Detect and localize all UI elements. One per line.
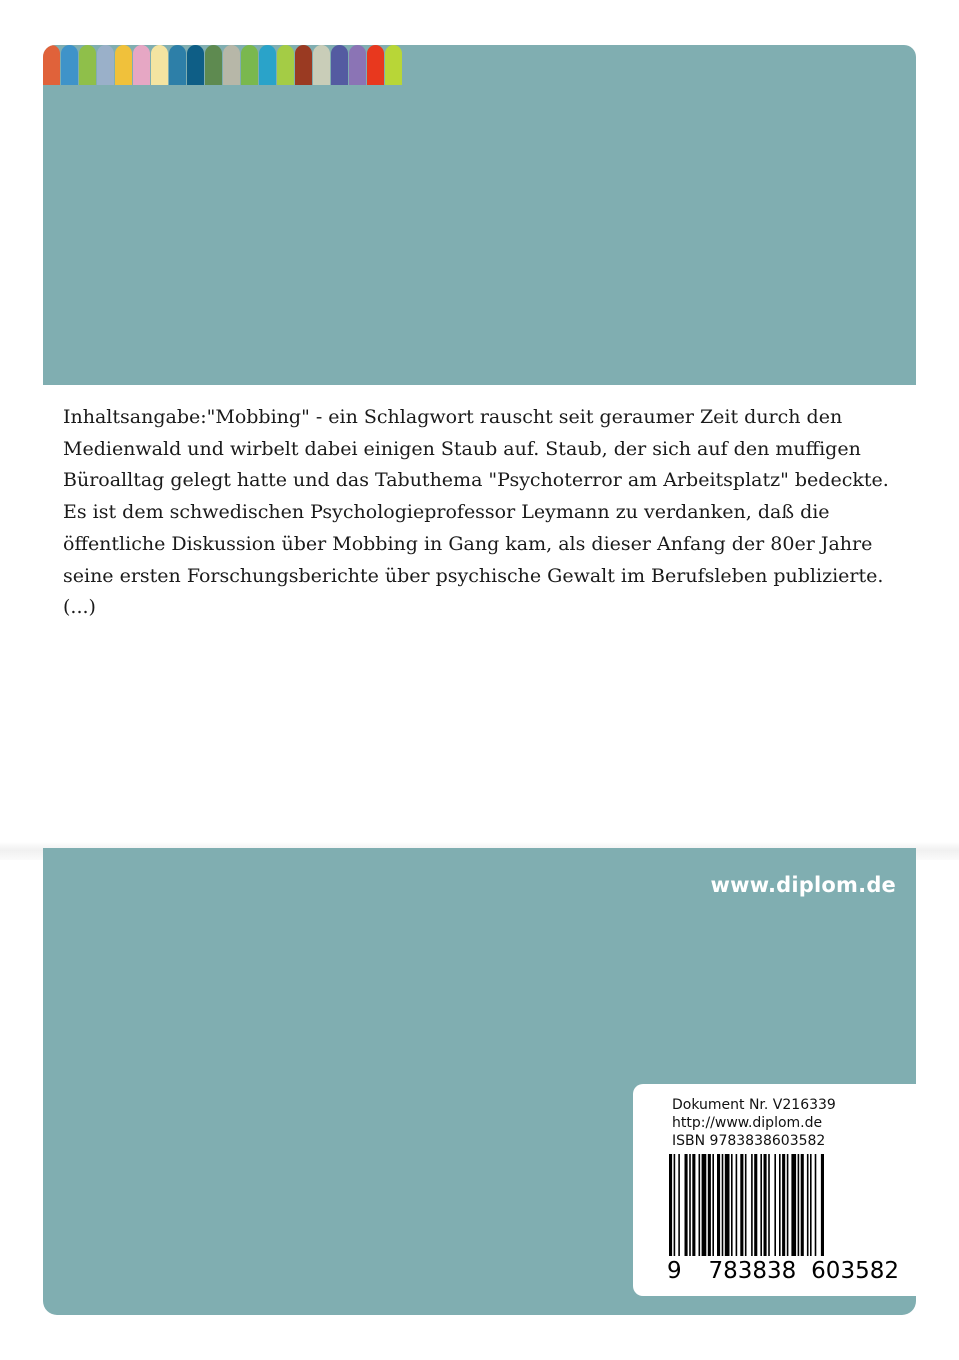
color-stripe xyxy=(79,45,96,85)
barcode-digit-group-1: 783838 xyxy=(708,1258,797,1284)
color-stripe xyxy=(223,45,240,85)
barcode-bar xyxy=(689,1154,691,1256)
barcode-bar xyxy=(731,1154,733,1256)
barcode-bar xyxy=(815,1154,817,1256)
color-stripe xyxy=(241,45,258,85)
barcode-bar xyxy=(821,1154,824,1256)
barcode-bar xyxy=(768,1154,770,1256)
back-cover-blurb xyxy=(63,402,903,624)
barcode-bar xyxy=(764,1154,767,1256)
color-stripe xyxy=(97,45,114,85)
barcode-bar xyxy=(807,1154,809,1256)
barcode-bar xyxy=(754,1154,757,1256)
barcode-bar xyxy=(801,1154,804,1256)
info-url[interactable]: http://www.diplom.de xyxy=(672,1115,823,1131)
document-number: Dokument Nr. V216339 xyxy=(672,1097,836,1113)
isbn-text: ISBN 9783838603582 xyxy=(672,1133,826,1149)
color-stripe xyxy=(151,45,168,85)
barcode-bar xyxy=(736,1154,738,1256)
color-stripe xyxy=(385,45,402,85)
blurb-text: Inhaltsangabe:"Mobbing" - ein Schlagwort rauscht seit geraumer Zeit durch den Medienwald und wirbelt dabei einigen Staub auf. Staub, der sich auf den muffigen Büroalltag gelegt hatte und das Tabuthema "Psychoterror am Arbeitsplatz" bedeckte. Es ist dem schwedischen Psychologieprofessor Leymann zu verdanken, daß die öffentliche Diskussion über Mobbing in Gang kam, als dieser Anfang der 80er Jahre seine ersten Forschungsberichte über psychische Gewalt im Berufsleben publizierte. (...) xyxy=(63,406,889,619)
barcode-bar xyxy=(685,1154,688,1256)
color-stripe xyxy=(259,45,276,85)
barcode-bar xyxy=(810,1154,812,1256)
color-stripe xyxy=(205,45,222,85)
barcode-bar xyxy=(708,1154,711,1256)
barcode-bar xyxy=(722,1154,724,1256)
color-stripe xyxy=(115,45,132,85)
barcode-bar xyxy=(669,1154,672,1256)
color-stripe xyxy=(313,45,330,85)
color-stripe xyxy=(277,45,294,85)
barcode-bar xyxy=(678,1154,680,1256)
barcode-bar xyxy=(787,1154,789,1256)
color-stripe xyxy=(349,45,366,85)
barcode-bar xyxy=(779,1154,781,1256)
barcode-bar xyxy=(702,1154,707,1256)
barcode-bar xyxy=(692,1154,695,1256)
barcode-bar xyxy=(791,1154,796,1256)
barcode-bar xyxy=(782,1154,785,1256)
barcode-digit-first: 9 xyxy=(667,1258,682,1284)
barcode-bar xyxy=(798,1154,800,1256)
barcode-digit-group-2: 603582 xyxy=(811,1258,899,1284)
color-stripe xyxy=(367,45,384,85)
barcode-image xyxy=(667,1154,899,1258)
barcode-bar xyxy=(751,1154,753,1256)
barcode-bar xyxy=(725,1154,730,1256)
barcode-digits xyxy=(667,1258,899,1284)
barcode-bar xyxy=(740,1154,743,1256)
color-stripes xyxy=(43,45,403,85)
barcode-bar xyxy=(760,1154,762,1256)
color-stripe xyxy=(331,45,348,85)
top-cover-panel xyxy=(43,45,916,385)
color-stripe xyxy=(133,45,150,85)
isbn-info-box xyxy=(633,1084,916,1296)
color-stripe xyxy=(169,45,186,85)
barcode-bar xyxy=(717,1154,720,1256)
info-lines xyxy=(672,1096,836,1150)
barcode-bar xyxy=(699,1154,701,1256)
publisher-website[interactable]: www.diplom.de xyxy=(710,873,896,897)
color-stripe xyxy=(61,45,78,85)
barcode-bar xyxy=(674,1154,676,1256)
barcode-bar xyxy=(712,1154,714,1256)
color-stripe xyxy=(295,45,312,85)
color-stripe xyxy=(43,45,60,85)
color-stripe xyxy=(187,45,204,85)
barcode-bar xyxy=(774,1154,776,1256)
barcode-bar xyxy=(745,1154,747,1256)
